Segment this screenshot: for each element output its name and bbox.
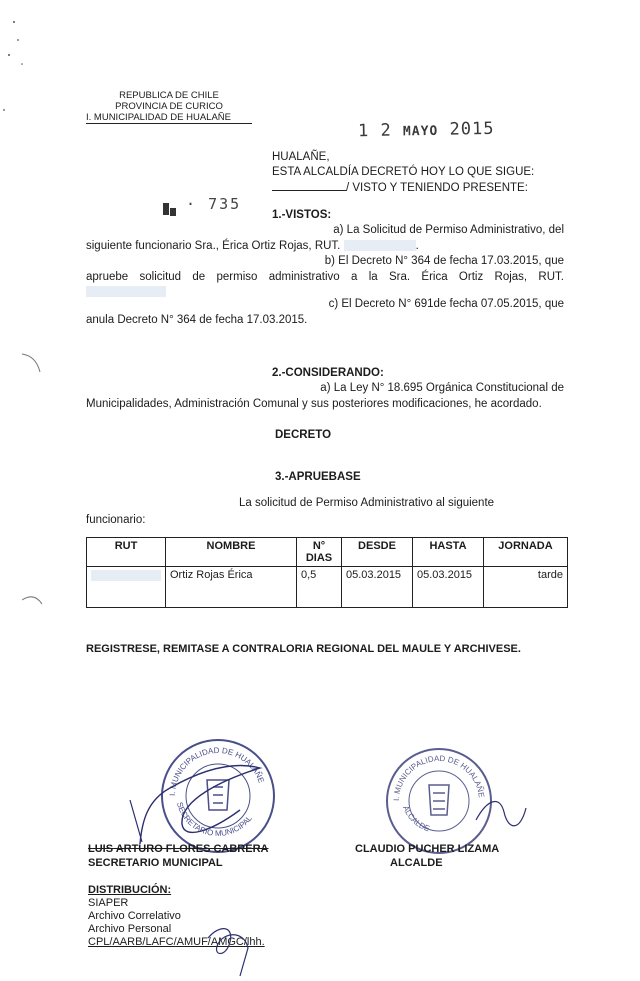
considerando-a: a) La Ley N° 18.695 Orgánica Constitucional de Municipalidades, Administración Comunal y sus posteriores modificaciones, he acordado. [86,382,564,410]
left-signer-title: SECRETARIO MUNICIPAL [88,857,223,869]
scan-specks [0,0,40,120]
right-signer-title: ALCALDE [390,857,443,869]
col-header-jornada: JORNADA [484,538,568,567]
intro-city: HUALAÑE, [272,151,330,163]
left-signer-name: LUIS ARTURO FLORES CABRERA [88,843,269,855]
col-header-desde: DESDE [342,538,413,567]
col-header-rut: RUT [87,538,166,567]
vistos-c: c) El Decreto N° 691de fecha 07.05.2015, que anula Decreto N° 364 de fecha 17.03.2015. [86,298,564,326]
punch-hole-mark [18,350,48,380]
seal-text-top: I. MUNICIPALIDAD DE HUALAÑE [391,753,486,802]
redacted-rut [344,240,416,251]
cell-desde: 05.03.2015 [342,567,413,608]
considerando-heading: 2.-CONSIDERANDO: [272,367,384,379]
registrese-line: REGISTRESE, REMITASE A CONTRALORIA REGIONAL DEL MAULE Y ARCHIVESE. [86,643,521,655]
distribucion-item: Archivo Correlativo [88,910,181,922]
right-signature [470,790,540,850]
cell-rut [87,567,166,608]
col-header-nombre: NOMBRE [166,538,297,567]
seal-text-top: I. MUNICIPALIDAD DE HUALAÑE [167,745,266,797]
initials-scribble [200,920,260,980]
vistos-a: a) La Solicitud de Permiso Administrativo, del siguiente funcionario Sra., Érica Ortiz Rojas, RUT. . [86,224,564,252]
distribucion-item: SIAPER [88,897,129,909]
vistos-b: b) El Decreto N° 364 de fecha 17.03.2015, que apruebe solicitud de permiso administrativo a la Sra. Érica Ortiz Rojas, RUT. [86,254,564,301]
intro-line: ESTA ALCALDÍA DECRETÓ HOY LO QUE SIGUE: [272,166,535,178]
cell-hasta: 05.03.2015 [413,567,484,608]
right-signer-name: CLAUDIO PUCHER LIZAMA [355,843,500,855]
distribucion-title: DISTRIBUCIÓN: [88,884,172,896]
header-municipality: I. MUNICIPALIDAD DE HUALAÑE [86,112,252,124]
decree-number-stamp: · 735 [186,195,242,213]
svg-text:ALCALDE [401,804,431,833]
apruebase-line2: funcionario: [86,514,146,526]
vistos-heading: 1.-VISTOS: [272,209,332,221]
intro-visto: / VISTO Y TENIENDO PRESENTE: [272,180,528,196]
seal-text-bottom: ALCALDE [401,804,431,834]
table-header-row [87,538,568,567]
distribucion-item: CPL/AARB/LAFC/AMUF/AMGC/lhh. [88,936,265,948]
header-province: PROVINCIA DE CURICO [115,101,223,112]
apruebase-line1: La solicitud de Permiso Administrativo al siguiente [239,497,495,509]
punch-hole-mark [18,590,48,620]
seal-text-bottom: SECRETARIO MUNICIPAL [174,801,254,838]
header-republic: REPUBLICA DE CHILE [119,90,219,101]
left-signature [110,740,290,850]
stamp-mark-icon [158,200,182,220]
decreto-label: DECRETO [275,429,332,441]
cell-dias: 0,5 [297,567,342,608]
distribucion-item: Archivo Personal [88,923,172,935]
col-header-dias: N° DIAS [297,538,342,567]
redacted-rut [86,286,166,297]
date-stamp: 1 2 MAYO 2015 [357,118,495,142]
permission-table [86,537,568,608]
redacted-rut [91,570,161,581]
table-row [87,567,568,608]
apruebase-heading: 3.-APRUEBASE [275,471,361,483]
col-header-hasta: HASTA [413,538,484,567]
cell-nombre: Ortiz Rojas Érica [166,567,297,608]
cell-jornada: tarde [484,567,568,608]
